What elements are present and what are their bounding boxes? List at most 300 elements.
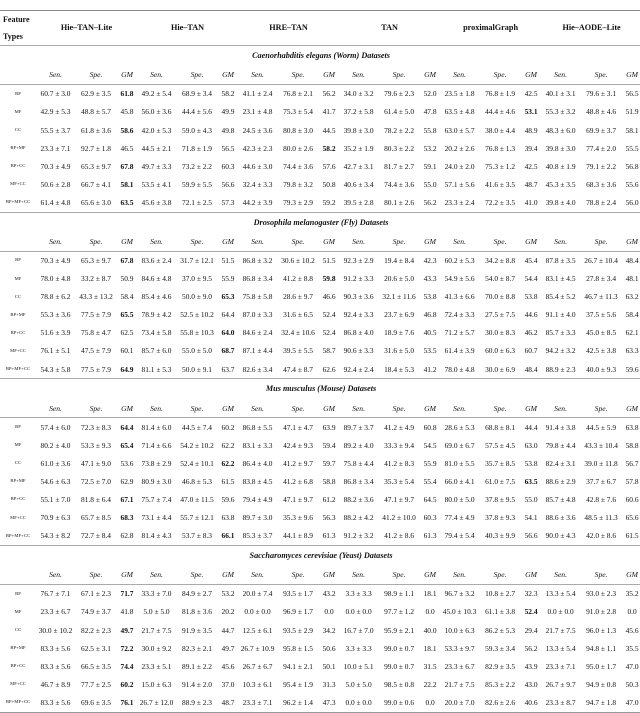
table-cell-sen: 13.3 ± 5.4 — [545, 643, 576, 653]
table-cell-sen: 23.3 ± 2.4 — [444, 197, 475, 207]
table-cell-gm: 62.8 — [120, 531, 134, 541]
metric-label-spe: Spe. — [378, 233, 420, 252]
table-cell-sen: 24.5 ± 3.6 — [242, 125, 273, 135]
table-cell-gm: 64.4 — [221, 310, 235, 320]
table-cell-spe: 47.1 ± 4.7 — [283, 422, 313, 432]
table-row — [0, 418, 640, 437]
metric-label-spe: Spe. — [75, 66, 117, 85]
table-cell-sen: 0.0 ± 0.0 — [345, 607, 372, 617]
table-cell-spe: 89.1 ± 2.2 — [182, 661, 212, 671]
table-cell-spe: 41.2 ± 8.6 — [384, 531, 415, 541]
method-header-tan: TAN — [339, 11, 440, 46]
table-cell-sen: 61.0 ± 3.6 — [40, 458, 71, 468]
metric-label-gm: GM — [117, 66, 137, 85]
table-cell-gm: 53.1 — [524, 107, 538, 117]
table-cell-spe: 72.1 ± 2.5 — [182, 197, 212, 207]
table-cell-spe: 41.6 ± 3.5 — [485, 179, 516, 189]
table-cell-sen: 21.7 ± 7.5 — [444, 679, 475, 689]
table-cell-gm: 53.6 — [120, 458, 134, 468]
subheader-blank — [0, 566, 36, 585]
table-cell-spe: 23.7 ± 6.9 — [384, 310, 415, 320]
table-cell-sen: 80.9 ± 3.0 — [141, 476, 172, 486]
table-cell-sen: 83.1 ± 3.3 — [242, 440, 273, 450]
table-cell-gm: 65.4 — [120, 440, 134, 450]
table-cell-gm: 58.1 — [625, 125, 639, 135]
table-cell-spe: 62.5 ± 3.1 — [81, 643, 111, 653]
table-cell-gm: 54.1 — [524, 513, 538, 523]
table-cell-spe: 79.6 ± 3.1 — [586, 89, 617, 99]
feature-type-label-mf: MF — [14, 608, 22, 614]
feature-type-label-cc: CC — [14, 460, 22, 466]
table-cell-spe: 47.0 ± 11.5 — [180, 495, 214, 505]
table-cell-gm: 40.0 — [423, 625, 437, 635]
table-cell-spe: 74.4 ± 3.6 — [384, 179, 415, 189]
table-cell-sen: 10.3 ± 6.1 — [242, 679, 273, 689]
table-cell-gm: 55.9 — [423, 458, 437, 468]
table-cell-sen: 13.3 ± 5.4 — [545, 589, 576, 599]
table-cell-gm: 45.4 — [524, 256, 538, 265]
table-cell-sen: 42.0 ± 5.3 — [141, 125, 172, 135]
table-cell-sen: 73.1 ± 4.4 — [141, 513, 172, 523]
table-cell-spe: 72.5 ± 7.0 — [81, 476, 111, 486]
table-cell-sen: 70.9 ± 6.3 — [40, 513, 71, 523]
metric-label-spe: Spe. — [378, 66, 420, 85]
table-cell-spe: 81.8 ± 6.4 — [81, 495, 111, 505]
table-cell-gm: 59.2 — [322, 197, 336, 207]
table-cell-sen: 3.3 ± 3.3 — [345, 643, 372, 653]
table-cell-gm: 76.1 — [117, 694, 137, 713]
table-cell-spe: 39.5 ± 5.5 — [283, 346, 313, 356]
table-cell-spe: 35.7 ± 8.5 — [485, 458, 516, 468]
feature-type-label-mf: MF — [14, 108, 22, 114]
table-cell-spe: 50.0 ± 9.0 — [182, 292, 212, 302]
table-cell-gm: 35.5 — [625, 643, 639, 653]
table-cell-gm: 0.0 — [324, 607, 334, 617]
table-cell-gm: 63.8 — [625, 422, 639, 432]
table-cell-spe: 20.6 ± 5.0 — [384, 274, 415, 284]
table-row — [0, 121, 640, 139]
metric-label-sen: Sen. — [238, 399, 277, 418]
table-cell-spe: 66.5 ± 3.5 — [81, 661, 111, 671]
table-cell-spe: 55.7 ± 12.1 — [180, 513, 214, 523]
table-cell-gm: 63.7 — [221, 364, 235, 374]
table-row — [0, 324, 640, 342]
table-cell-spe: 82.3 ± 2.1 — [182, 643, 212, 653]
table-row — [0, 639, 640, 657]
table-cell-spe: 31.7 ± 12.1 — [180, 256, 214, 265]
table-cell-spe: 98.9 ± 1.1 — [384, 589, 415, 599]
table-cell-gm: 18.1 — [423, 589, 437, 599]
table-cell-spe: 81.7 ± 2.7 — [384, 161, 415, 171]
table-cell-sen: 75.8 ± 5.8 — [242, 292, 273, 302]
table-cell-gm: 44.5 — [322, 125, 336, 135]
table-row — [0, 194, 640, 213]
table-row — [0, 621, 640, 639]
table-cell-gm: 67.1 — [120, 495, 134, 505]
table-cell-sen: 87.1 ± 4.4 — [242, 346, 273, 356]
feature-type-label-bp-mf: BP+MF — [10, 311, 26, 317]
table-cell-spe: 30.6 ± 10.2 — [281, 256, 315, 265]
feature-type-label-cc: CC — [14, 626, 22, 632]
table-cell-gm: 56.2 — [423, 197, 437, 207]
table-cell-spe: 67.1 ± 2.3 — [81, 589, 111, 599]
table-cell-gm: 60.8 — [423, 422, 437, 432]
table-cell-gm: 0.0 — [425, 607, 435, 617]
table-cell-spe: 65.7 ± 8.5 — [81, 513, 111, 523]
table-cell-gm: 46.8 — [423, 310, 437, 320]
table-cell-gm: 53.8 — [524, 458, 538, 468]
table-row — [0, 103, 640, 121]
table-cell-spe: 35.3 ± 9.6 — [283, 513, 313, 523]
table-cell-gm: 43.0 — [524, 679, 538, 689]
table-cell-gm: 55.0 — [423, 179, 437, 189]
table-cell-sen: 39.8 ± 4.0 — [545, 197, 576, 207]
table-row — [0, 603, 640, 621]
metric-label-spe: Spe. — [580, 399, 622, 418]
table-cell-sen: 79.4 ± 5.4 — [444, 531, 475, 541]
table-cell-sen: 80.0 ± 5.0 — [444, 495, 475, 505]
table-cell-spe: 59.9 ± 5.5 — [182, 179, 212, 189]
table-cell-gm: 66.1 — [221, 531, 235, 541]
table-cell-spe: 52.5 ± 10.2 — [180, 310, 214, 320]
table-cell-spe: 72.3 ± 8.3 — [81, 422, 111, 432]
table-cell-gm: 60.2 — [221, 422, 235, 432]
table-cell-spe: 80.1 ± 2.6 — [384, 197, 415, 207]
table-cell-sen: 82.4 ± 3.1 — [545, 458, 576, 468]
table-cell-gm: 64.4 — [120, 422, 134, 432]
table-cell-sen: 70.3 ± 4.9 — [40, 161, 71, 171]
table-cell-sen: 33.3 ± 7.0 — [141, 589, 172, 599]
table-cell-gm: 34.2 — [322, 625, 336, 635]
feature-type-label-bp-mf-cc: BP+MF+CC — [5, 532, 31, 538]
table-cell-gm: 42.3 — [423, 256, 437, 265]
table-cell-sen: 70.3 ± 4.9 — [40, 256, 71, 265]
table-cell-gm: 48.9 — [524, 125, 538, 135]
table-cell-spe: 69.6 ± 3.5 — [75, 694, 117, 713]
table-cell-spe: 48.8 ± 4.6 — [586, 107, 617, 117]
table-cell-gm: 54.5 — [423, 440, 437, 450]
table-cell-gm: 40.5 — [423, 328, 437, 338]
table-cell-gm: 47.0 — [622, 694, 640, 713]
feature-type-label-cc: CC — [14, 126, 22, 132]
metric-label-gm: GM — [420, 66, 440, 85]
table-cell-sen: 41.3 ± 6.6 — [444, 292, 475, 302]
dataset-title: Drosophila melanogaster (Fly) Datasets — [0, 212, 640, 233]
table-cell-sen: 88.9 ± 2.3 — [545, 364, 576, 374]
table-cell-spe: 78.8 ± 2.4 — [586, 197, 617, 207]
table-cell-sen: 88.6 ± 3.6 — [545, 513, 576, 523]
table-cell-sen: 92.3 ± 2.9 — [343, 256, 374, 265]
metric-label-spe: Spe. — [277, 399, 319, 418]
table-cell-sen: 81.4 ± 6.0 — [141, 422, 172, 432]
table-cell-spe: 66.7 ± 4.1 — [81, 179, 111, 189]
table-cell-sen: 61.4 ± 4.8 — [40, 197, 71, 207]
table-row — [0, 509, 640, 527]
table-cell-gm: 58.2 — [322, 143, 336, 153]
metric-label-spe: Spe. — [75, 233, 117, 252]
table-cell-gm: 63.3 — [625, 346, 639, 356]
table-cell-spe: 27.8 ± 3.4 — [586, 274, 617, 284]
table-cell-spe: 79.6 ± 2.3 — [384, 89, 415, 99]
metric-label-gm: GM — [521, 399, 541, 418]
table-cell-gm: 56.5 — [625, 89, 639, 99]
table-cell-gm: 56.5 — [221, 143, 235, 153]
table-cell-sen: 40.8 ± 1.9 — [545, 161, 576, 171]
method-header-hie-aode-lite: Hie–AODE–Lite — [541, 11, 640, 46]
table-cell-sen: 40.6 ± 3.4 — [343, 179, 374, 189]
feature-type-label-bp: BP — [15, 257, 21, 263]
metric-label-spe: Spe. — [580, 566, 622, 585]
table-cell-gm: 47.8 — [423, 107, 437, 117]
metric-label-spe: Spe. — [176, 233, 218, 252]
table-cell-spe: 44.1 ± 8.9 — [283, 531, 313, 541]
metric-label-sen: Sen. — [137, 566, 176, 585]
table-cell-gm: 50.3 — [625, 679, 639, 689]
table-cell-sen: 88.2 ± 4.2 — [343, 513, 374, 523]
table-cell-gm: 59.8 — [322, 274, 336, 284]
feature-type-label-mf-cc: MF+CC — [10, 681, 26, 687]
metric-subheader-row — [0, 66, 640, 85]
metric-label-sen: Sen. — [440, 66, 479, 85]
table-cell-sen: 80.2 ± 4.0 — [40, 440, 71, 450]
table-cell-spe: 32.4 ± 10.6 — [281, 328, 315, 338]
feature-type-label-bp: BP — [15, 90, 21, 96]
table-row — [0, 584, 640, 603]
table-cell-sen: 79.8 ± 4.4 — [545, 440, 576, 450]
table-cell-gm: 55.8 — [423, 125, 437, 135]
table-cell-sen: 96.7 ± 3.2 — [444, 589, 475, 599]
table-cell-spe: 75.3 ± 1.2 — [485, 161, 516, 171]
table-cell-sen: 83.3 ± 5.6 — [40, 661, 71, 671]
table-cell-gm: 48.1 — [625, 274, 639, 284]
table-cell-gm: 43.3 — [423, 274, 437, 284]
feature-type-label-mf: MF — [14, 275, 22, 281]
metric-label-spe: Spe. — [479, 66, 521, 85]
table-cell-spe: 52.4 ± 10.1 — [180, 458, 214, 468]
table-cell-sen: 84.6 ± 2.4 — [242, 328, 273, 338]
table-cell-sen: 26.7 ± 9.7 — [545, 679, 576, 689]
table-cell-spe: 68.9 ± 3.4 — [182, 89, 212, 99]
table-cell-gm: 61.8 — [120, 89, 134, 99]
table-cell-gm: 58.1 — [120, 179, 134, 189]
table-cell-gm: 42.5 — [524, 89, 538, 99]
table-cell-sen: 12.5 ± 6.1 — [242, 625, 273, 635]
table-cell-gm: 61.5 — [625, 531, 639, 541]
table-cell-sen: 83.3 ± 5.6 — [40, 643, 71, 653]
table-cell-gm: 50.9 — [120, 274, 134, 284]
table-cell-spe: 91.4 ± 2.0 — [182, 679, 212, 689]
table-cell-gm: 46.6 — [322, 292, 336, 302]
table-cell-spe: 50.0 ± 9.1 — [182, 364, 212, 374]
metric-label-gm: GM — [622, 233, 640, 252]
table-cell-gm: 45.8 — [120, 107, 134, 117]
table-row — [0, 436, 640, 454]
metric-label-gm: GM — [622, 566, 640, 585]
feature-type-label-bp-mf-cc: BP+MF+CC — [5, 365, 31, 371]
table-cell-spe: 19.4 ± 8.4 — [384, 256, 415, 265]
feature-type-label-bp-mf-cc: BP+MF+CC — [0, 694, 36, 713]
table-cell-sen: 55.1 ± 7.0 — [40, 495, 71, 505]
table-cell-gm: 55.0 — [524, 495, 538, 505]
metric-label-sen: Sen. — [36, 233, 75, 252]
table-cell-spe: 72.7 ± 8.4 — [81, 531, 111, 541]
table-cell-spe: 47.4 ± 8.7 — [283, 364, 313, 374]
table-cell-spe: 43.3 ± 10.4 — [584, 440, 618, 450]
table-cell-spe: 10.8 ± 2.7 — [485, 589, 516, 599]
table-cell-sen: 73.4 ± 5.8 — [141, 328, 172, 338]
table-cell-spe: 84.9 ± 2.7 — [182, 589, 212, 599]
table-cell-sen: 92.4 ± 3.3 — [343, 310, 374, 320]
table-cell-sen: 16.7 ± 7.0 — [343, 625, 374, 635]
table-cell-gm: 0.0 — [627, 607, 637, 617]
table-cell-spe: 82.6 ± 2.6 — [479, 694, 521, 713]
table-cell-gm: 63.5 — [524, 476, 538, 486]
table-cell-gm: 47.3 — [319, 694, 339, 713]
table-cell-sen: 35.2 ± 1.9 — [343, 143, 374, 153]
table-cell-gm: 56.0 — [625, 197, 639, 207]
table-cell-gm: 37.0 — [221, 679, 235, 689]
table-cell-gm: 50.8 — [322, 179, 336, 189]
table-cell-gm: 41.0 — [524, 197, 538, 207]
table-cell-spe: 42.5 ± 3.8 — [586, 346, 617, 356]
table-row — [0, 157, 640, 175]
metric-label-sen: Sen. — [137, 399, 176, 418]
table-cell-sen: 34.0 ± 3.2 — [343, 89, 374, 99]
table-cell-gm: 41.2 — [423, 364, 437, 374]
table-cell-sen: 46.7 ± 8.9 — [40, 679, 71, 689]
feature-type-label-bp-mf: BP+MF — [10, 645, 26, 650]
metric-label-spe: Spe. — [479, 233, 521, 252]
feature-type-label-bp-cc: BP+CC — [10, 329, 26, 335]
feature-types-label: Feature — [0, 11, 36, 29]
table-cell-gm: 39.4 — [524, 143, 538, 153]
table-cell-spe: 82.2 ± 2.3 — [81, 625, 111, 635]
table-cell-gm: 60.1 — [120, 346, 134, 356]
table-cell-spe: 32.1 ± 11.6 — [382, 292, 416, 302]
feature-type-label-bp-cc: BP+CC — [10, 496, 26, 502]
table-cell-gm: 49.9 — [221, 107, 235, 117]
table-cell-gm: 56.7 — [625, 458, 639, 468]
table-cell-spe: 48.5 ± 11.3 — [584, 513, 618, 523]
table-row — [0, 270, 640, 288]
metric-label-sen: Sen. — [137, 66, 176, 85]
table-cell-gm: 55.5 — [625, 143, 639, 153]
table-cell-sen: 78.0 ± 4.8 — [444, 364, 475, 374]
table-cell-spe: 81.8 ± 3.6 — [182, 607, 212, 617]
metric-label-gm: GM — [521, 233, 541, 252]
table-cell-gm: 59.6 — [221, 495, 235, 505]
metric-label-sen: Sen. — [339, 233, 378, 252]
table-cell-spe: 33.2 ± 8.7 — [81, 274, 111, 284]
table-cell-sen: 63.5 ± 4.8 — [444, 107, 475, 117]
table-cell-gm: 48.4 — [524, 364, 538, 374]
table-cell-sen: 53.3 ± 9.7 — [444, 643, 475, 653]
table-cell-spe: 37.8 ± 9.3 — [485, 513, 516, 523]
table-cell-gm: 41.8 — [120, 607, 134, 617]
feature-type-label-mf: MF — [14, 442, 22, 448]
table-cell-gm: 49.7 — [120, 625, 134, 635]
table-cell-spe: 99.0 ± 0.7 — [384, 661, 415, 671]
table-cell-sen: 23.3 ± 7.1 — [238, 694, 277, 713]
table-cell-spe: 79.8 ± 3.2 — [283, 179, 313, 189]
table-cell-spe: 73.2 ± 2.2 — [182, 161, 212, 171]
metric-label-spe: Spe. — [75, 566, 117, 585]
table-cell-sen: 57.4 ± 6.0 — [40, 422, 71, 432]
table-cell-gm: 47.0 — [625, 661, 639, 671]
dataset-title-row — [0, 212, 640, 233]
table-cell-sen: 86.8 ± 3.4 — [343, 476, 374, 486]
table-cell-spe: 93.5 ± 2.9 — [283, 625, 313, 635]
table-cell-spe: 77.5 ± 7.9 — [81, 364, 111, 374]
table-cell-gm: 44.7 — [221, 625, 235, 635]
table-cell-spe: 42.0 ± 8.6 — [586, 531, 617, 541]
table-cell-spe: 54.0 ± 8.7 — [485, 274, 516, 284]
table-cell-spe: 68.3 ± 3.6 — [586, 179, 617, 189]
table-cell-sen: 91.2 ± 3.3 — [343, 274, 374, 284]
table-cell-spe: 60.0 ± 6.3 — [485, 346, 516, 356]
table-cell-gm: 22.2 — [423, 679, 437, 689]
table-cell-spe: 93.5 ± 1.7 — [283, 589, 313, 599]
feature-type-label-bp-mf: BP+MF — [10, 478, 26, 484]
table-cell-sen: 81.1 ± 5.3 — [141, 364, 172, 374]
metric-label-sen: Sen. — [36, 66, 75, 85]
table-cell-sen: 40.1 ± 3.1 — [545, 89, 576, 99]
table-cell-sen: 77.4 ± 4.9 — [444, 513, 475, 523]
table-cell-spe: 41.2 ± 4.9 — [384, 422, 415, 432]
table-cell-sen: 39.8 ± 3.0 — [545, 143, 576, 153]
table-cell-spe: 94.8 ± 1.1 — [586, 643, 617, 653]
table-row — [0, 85, 640, 104]
table-cell-gm: 53.2 — [221, 589, 235, 599]
metric-label-sen: Sen. — [238, 66, 277, 85]
table-cell-sen: 41.1 ± 2.4 — [242, 89, 273, 99]
table-cell-gm: 55.9 — [221, 274, 235, 284]
dataset-title: Mus musculus (Mouse) Datasets — [0, 379, 640, 400]
table-cell-sen: 26.7 ± 12.0 — [137, 694, 176, 713]
metric-label-sen: Sen. — [541, 233, 580, 252]
table-cell-sen: 44.5 ± 2.1 — [141, 143, 172, 153]
feature-type-label-bp-cc: BP+CC — [10, 163, 26, 169]
table-cell-sen: 54.6 ± 6.3 — [40, 476, 71, 486]
table-cell-gm: 61.5 — [221, 476, 235, 486]
table-cell-sen: 23.3 ± 6.7 — [444, 661, 475, 671]
table-cell-spe: 40.3 ± 9.9 — [485, 531, 516, 541]
table-cell-sen: 28.6 ± 5.3 — [444, 422, 475, 432]
table-cell-sen: 81.0 ± 5.5 — [444, 458, 475, 468]
table-row — [0, 342, 640, 360]
table-cell-sen: 23.3 ± 8.7 — [541, 694, 580, 713]
table-cell-gm: 46.5 — [120, 143, 134, 153]
table-cell-sen: 45.6 ± 3.8 — [141, 197, 172, 207]
table-cell-gm: 74.4 — [120, 661, 134, 671]
table-cell-gm: 48.4 — [625, 256, 639, 265]
table-cell-sen: 39.5 ± 2.8 — [343, 197, 374, 207]
metric-label-sen: Sen. — [541, 566, 580, 585]
table-cell-sen: 86.8 ± 3.2 — [242, 256, 273, 265]
table-cell-gm: 56.6 — [221, 179, 235, 189]
caption-fragment — [0, 0, 640, 8]
table-cell-spe: 34.2 ± 8.8 — [485, 256, 516, 265]
metric-label-spe: Spe. — [580, 233, 622, 252]
table-cell-gm: 48.7 — [524, 179, 538, 189]
table-cell-spe: 95.8 ± 1.5 — [283, 643, 313, 653]
table-cell-gm: 52.4 — [322, 328, 336, 338]
table-cell-spe: 42.8 ± 7.6 — [586, 495, 617, 505]
table-cell-spe: 41.2 ± 8.3 — [384, 458, 415, 468]
table-cell-spe: 53.3 ± 9.3 — [81, 440, 111, 450]
table-cell-spe: 30.0 ± 6.9 — [485, 364, 516, 374]
table-cell-sen: 94.2 ± 3.2 — [545, 346, 576, 356]
